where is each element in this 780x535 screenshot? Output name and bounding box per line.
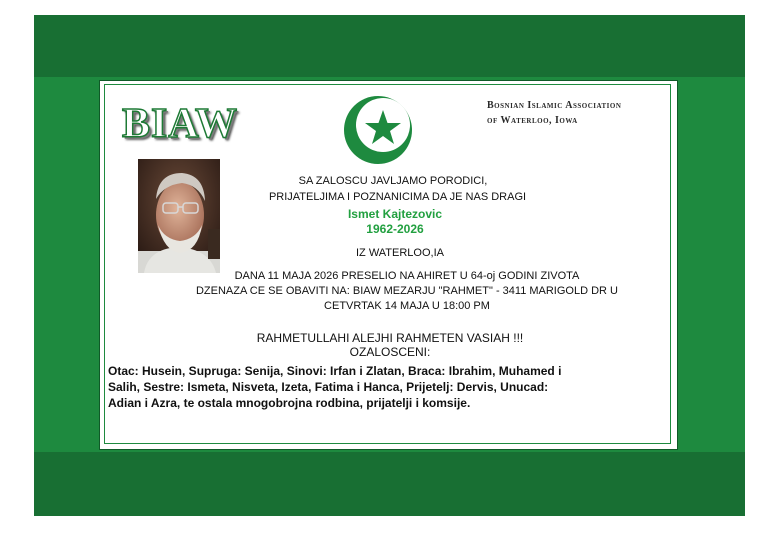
funeral-line-2: CETVRTAK 14 MAJA U 18:00 PM — [324, 300, 490, 312]
intro-line-2: PRIJATELJIMA I POZNANICIMA DA JE NAS DRAGI — [268, 191, 527, 203]
mourners-title: OZALOSCENI: — [349, 345, 431, 359]
family-list — [108, 363, 668, 411]
deceased-name: Ismet Kajtezovic — [347, 207, 443, 221]
funeral-line-1: DZENAZA CE SE OBAVITI NA: BIAW MEZARJU "RAHMET" - 3411 MARIGOLD DR U — [195, 285, 618, 297]
family-line-3: Adian i Azra, te ostala mnogobrojna rodbina, prijatelji i komsije. — [108, 396, 471, 410]
top-band — [34, 15, 745, 77]
details-paragraph — [182, 269, 632, 314]
crescent-star-icon — [342, 94, 420, 166]
portrait-photo — [138, 159, 220, 273]
family-line-1: Otac: Husein, Supruga: Senija, Sinovi: Irfan i Zlatan, Braca: Ibrahim, Muhamed i — [108, 364, 562, 378]
association-line-2: of Waterloo, Iowa — [487, 115, 578, 126]
association-name — [487, 98, 657, 128]
bottom-band — [34, 452, 745, 516]
life-years: 1962-2026 — [366, 222, 424, 236]
prayer-line: RAHMETULLAHI ALEJHI RAHMETEN VASIAH !!! — [256, 331, 524, 345]
family-line-2: Salih, Sestre: Ismeta, Nisveta, Izeta, Fatima i Hanca, Prijetelj: Dervis, Unucad: — [108, 380, 549, 394]
association-line-1: Bosnian Islamic Association — [487, 100, 622, 111]
intro-line-1: SA ZALOSCU JAVLJAMO PORODICI, — [298, 175, 488, 187]
biaw-logo: BIAW — [122, 101, 239, 147]
hometown: IZ WATERLOO,IA — [355, 247, 444, 259]
death-line: DANA 11 MAJA 2026 PRESELIO NA AHIRET U 64-oj GODINI ZIVOTA — [234, 270, 580, 282]
